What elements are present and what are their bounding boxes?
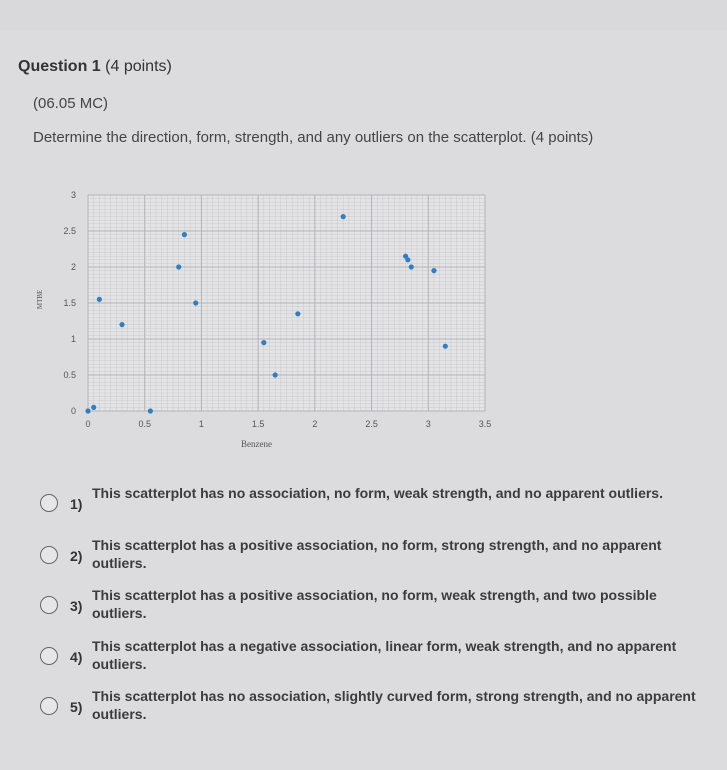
option-number: 5) xyxy=(70,699,83,715)
data-point xyxy=(273,372,278,377)
question-code: (06.05 MC) xyxy=(33,95,109,112)
option-text: This scatterplot has a positive association, no form, weak strength, and two possible outliers. xyxy=(92,587,657,621)
y-tick-label: 1 xyxy=(70,334,76,344)
data-point xyxy=(193,300,198,305)
radio-button-1[interactable] xyxy=(40,494,58,512)
y-tick-label: 1.5 xyxy=(63,298,76,308)
x-tick-label: 2.5 xyxy=(365,419,378,429)
y-tick-label: 0 xyxy=(70,406,76,416)
x-tick-label: 1 xyxy=(198,419,204,429)
data-point xyxy=(261,340,266,345)
answer-option-3[interactable] xyxy=(40,586,710,628)
y-tick-label: 3 xyxy=(70,190,76,200)
radio-button-4[interactable] xyxy=(40,647,58,665)
data-point xyxy=(148,408,153,413)
option-text: This scatterplot has a negative association, linear form, weak strength, and no apparent outliers. xyxy=(92,638,677,672)
data-point xyxy=(431,268,436,273)
x-tick-label: 3 xyxy=(425,419,431,429)
option-number: 4) xyxy=(70,649,83,665)
data-point xyxy=(97,297,102,302)
scatterplot xyxy=(30,185,500,465)
data-point xyxy=(443,344,448,349)
option-number: 3) xyxy=(70,598,83,614)
data-point xyxy=(341,214,346,219)
answer-option-5[interactable] xyxy=(40,687,710,729)
data-point xyxy=(182,232,187,237)
data-point xyxy=(119,322,124,327)
option-text: This scatterplot has no association, slightly curved form, strong strength, and no apparent outliers. xyxy=(92,688,696,722)
x-tick-label: 2 xyxy=(312,419,318,429)
question-prompt: Determine the direction, form, strength, and any outliers on the scatterplot. (4 points) xyxy=(33,129,594,146)
x-tick-label: 1.5 xyxy=(251,419,265,429)
question-header xyxy=(18,58,172,76)
question-points: (4 points) xyxy=(105,58,172,75)
option-number: 1) xyxy=(70,496,83,512)
option-number: 2) xyxy=(70,548,83,564)
y-tick-label: 2 xyxy=(70,262,76,272)
data-point xyxy=(85,408,90,413)
data-point xyxy=(295,311,300,316)
x-tick-label: 0.5 xyxy=(138,419,151,429)
answer-option-4[interactable] xyxy=(40,637,710,679)
radio-button-3[interactable] xyxy=(40,596,58,614)
question-title: Question 1 xyxy=(18,58,101,75)
x-axis-label: Benzene xyxy=(241,439,272,449)
y-axis-label: MTBE xyxy=(36,289,44,310)
y-tick-label: 2.5 xyxy=(63,226,76,236)
data-point xyxy=(409,264,414,269)
x-tick-label: 0 xyxy=(85,419,91,429)
option-text: This scatterplot has a positive association, no form, strong strength, and no apparent outliers. xyxy=(92,537,662,571)
data-point xyxy=(91,405,96,410)
radio-button-5[interactable] xyxy=(40,697,58,715)
x-tick-label: 3.5 xyxy=(478,419,492,429)
data-point xyxy=(176,264,181,269)
y-tick-label: 0.5 xyxy=(63,370,76,380)
data-point xyxy=(405,257,410,262)
option-text: This scatterplot has no association, no form, weak strength, and no apparent outliers. xyxy=(92,485,663,501)
answer-option-2[interactable] xyxy=(40,536,710,578)
radio-button-2[interactable] xyxy=(40,546,58,564)
answer-option-1[interactable] xyxy=(40,484,710,526)
